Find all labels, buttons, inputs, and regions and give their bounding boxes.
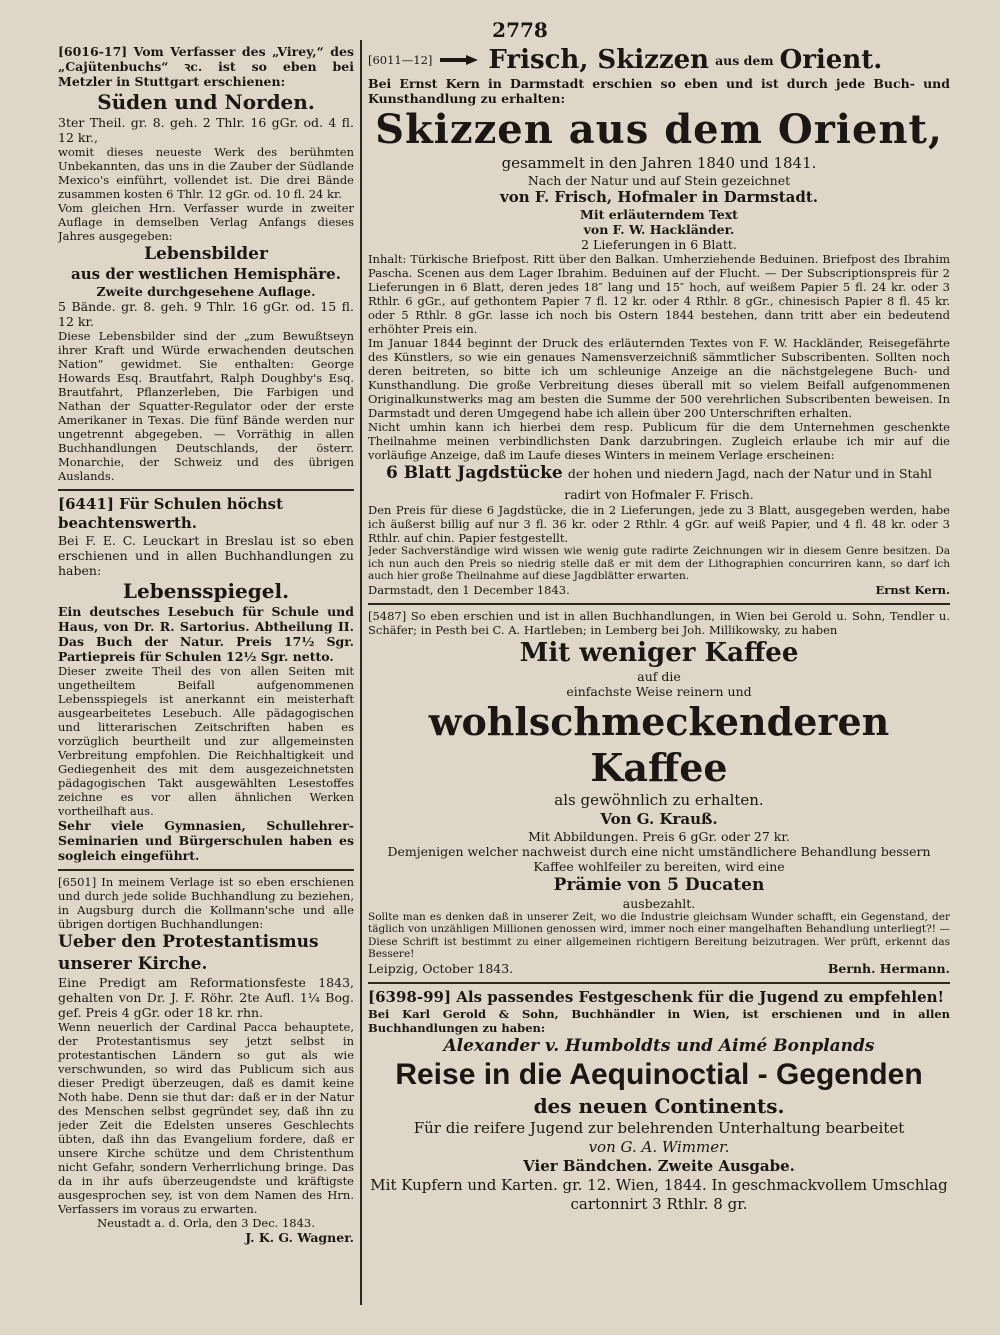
ad-place-date: Darmstadt, den 1 December 1843. <box>368 582 570 597</box>
ad-code: [6011—12] <box>368 53 433 67</box>
ad-intro: Bei F. E. C. Leuckart in Breslau ist so eben erschienen und in allen Buchhandlungen zu haben: <box>58 533 354 578</box>
ad-kaffee <box>368 605 950 984</box>
ad-body-bold: Sehr viele Gymnasien, Schullehrer-Seminarien und Bürgerschulen haben es sogleich eingeführt. <box>58 818 354 863</box>
ad-subtitle: des neuen Continents. <box>533 1093 785 1118</box>
ad-title: wohlschmeckenderen Kaffee <box>428 698 890 790</box>
ad-title: Lebensbilder <box>144 244 268 264</box>
ad-body: Sollte man es denken daß in unserer Zeit, wo die Industrie gleichsam Wunder schafft, ein Gegenstand, der täglich von unzähligen Millionen genossen wird, immer noch einer mangelhaften Behandlung unterliegt?! — Diese Schrift ist bestimmt zu einer allgemeinen richtigern Bereitung beizutragen. Wer prüft, erkennt das Bessere! <box>368 910 950 960</box>
ad-subtitle: Für die reifere Jugend zur belehrenden Unterhaltung bearbeitet <box>413 1118 905 1137</box>
ad-intro: Bei Ernst Kern in Darmstadt erschien so eben und ist durch jede Buch- und Kunsthandlung zu erhalten: <box>368 76 950 106</box>
ad-intro: [6016-17] Vom Verfasser des „Virey,“ des „Cajütenbuchs“ ꝛc. ist so eben bei Metzler in Stuttgart erschienen: <box>58 44 354 89</box>
ad-subtitle: als gewöhnlich zu erhalten. <box>554 790 764 809</box>
ad-body: Den Preis für diese 6 Jagdstücke, die in 2 Lieferungen, jede zu 3 Blatt, ausgegeben werden, habe ich äußerst billig auf nur 3 fl. 36 kr. oder 2 Rthlr. 4 gGr. auf weiß Papier, und 4 fl. 48 kr. oder 3 Rthlr. auf chin. Papier festgestellt. <box>368 503 950 545</box>
ad-title: Mit weniger Kaffee <box>519 637 799 668</box>
ad-place-date: Neustadt a. d. Orla, den 3 Dec. 1843. <box>97 1216 315 1230</box>
ad-intro: Bei Karl Gerold & Sohn, Buchhändler in Wien, ist erschienen und in allen Buchhandlungen zu haben: <box>368 1006 950 1035</box>
ad-body: Diese Lebensbilder sind der „zum Bewußtseyn ihrer Kraft und Würde erwachenden deutschen Nation“ gewidmet. Sie enthalten: George Howards Esq. Brautfahrt, Ralph Doughby's Esq. Brautfahrt, Pflanzerleben, Die Farbigen und Nathan der Squatter-Regulator oder der erste Amerikaner in Texas. Die fünf Bände werden nur ungetrennt abgegeben. — Vorräthig in allen Buchhandlungen Deutschlands, der österr. Monarchie, der Schweiz und des übrigen Auslands. <box>58 329 354 483</box>
ad-title: Reise in die Aequinoctial - Gegenden <box>395 1057 923 1091</box>
ad-skizzen-orient <box>368 40 950 605</box>
ad-body: Dieser zweite Theil des von allen Seiten mit ungetheiltem Beifall aufgenommenen Lebensspiegels ist anerkannt ein meisterhaft ausgearbeitetes Lesebuch. Alle pädagogischen und litterarischen Zeitschriften haben es vorzüglich beurtheilt und zur allgemeinsten Verbreitung empfohlen. Die Reichhaltigkeit und Gediegenheit des mit dem ausgezeichnetsten pädagogischen Takt ausgewählten Lesestoffes zeichne es vor allen ähnlichen Werken vortheilhaft aus. <box>58 664 354 818</box>
ad-subtitle: von F. Frisch, Hofmaler in Darmstadt. <box>500 188 818 206</box>
ad-heading: [6398-99] Als passendes Festgeschenk für die Jugend zu empfehlen! <box>368 987 945 1006</box>
ad-edition: 3ter Theil. gr. 8. geh. 2 Thlr. 16 gGr. od. 4 fl. 12 kr., <box>58 115 354 145</box>
ad-author: Von G. Krauß. <box>600 809 718 828</box>
ad-intro: [6501] In meinem Verlage ist so eben erschienen und durch jede solide Buchhandlung zu beziehen, in Augsburg durch die Kollmann'sche und alle übrigen dortigen Buchhandlungen: <box>58 875 354 931</box>
ad-emphasis: 6 Blatt Jagdstücke <box>385 463 563 483</box>
ad-edition: Zweite durchgesehene Auflage. <box>96 284 316 299</box>
ad-subtitle: gesammelt in den Jahren 1840 und 1841. <box>501 154 817 172</box>
ad-price: Mit Kupfern und Karten. gr. 12. Wien, 1844. In geschmackvollem Umschlag cartonnirt 3 Rthlr. 8 gr. <box>370 1175 948 1213</box>
ad-title: Ueber den Protestantismus unserer Kirche. <box>58 932 319 974</box>
ad-humboldt-reise <box>368 984 950 1220</box>
ad-subtitle: von F. W. Hackländer. <box>583 222 735 237</box>
left-column <box>58 40 354 1251</box>
ad-headline: Frisch, Skizzen <box>488 45 710 75</box>
ad-subtitle: 2 Lieferungen in 6 Blatt. <box>581 237 737 252</box>
ad-body: Inhalt: Türkische Briefpost. Ritt über den Balkan. Umherziehende Beduinen. Briefpost des Ibrahim Pascha. Scenen aus dem Lager Ibrahim. Beduinen auf der Flucht. — Der Subscriptionspreis für 2 Lieferungen in 6 Blatt, deren jedes 18″ lang und 15″ hoch, auf weißem Papier 5 fl. 24 kr. oder 3 Rthlr. 6 gGr., auf gethontem Papier 7 fl. 12 kr. oder 4 Rthlr. 8 gGr., chinesisch Papier 8 fl. 45 kr. oder 5 Rthlr. 8 gGr. lasse ich noch bis Ostern 1844 bestehen, dann tritt aber ein bedeutend erhöhter Preis ein. <box>368 252 950 336</box>
ad-body: Wenn neuerlich der Cardinal Pacca behauptete, der Protestantismus sey jetzt selbst in protestantischen Ländern so gut als wie verschwunden, so wird das Publicum sich aus dieser Predigt überzeugen, daß es damit keine Noth habe. Denn sie thut dar: daß er in der Natur des Menschen selbst gegründet sey, daß ihn zu jeder Zeit die Edelsten unseres Geschlechts übten, daß ihn das Evangelium fordere, daß er unsere Kirche schütze und dem Christenthum nicht Gefahr, sondern Verherrlichung bringe. Das da in ihr aufs überzeugendste und kräftigste ausgesprochen sey, ist von dem Namen des Hrn. Verfassers im voraus zu erwarten. <box>58 1020 354 1216</box>
ad-author: von G. A. Wimmer. <box>588 1137 730 1156</box>
ad-intro: [5487] So eben erschien und ist in allen Buchhandlungen, in Wien bei Gerold u. Sohn, Tendler u. Schäfer; in Pesth bei C. A. Hartleben; in Lemberg bei Joh. Millikowsky, zu haben <box>368 608 950 637</box>
right-column <box>368 40 950 1220</box>
ad-subtitle: einfachste Weise reinern und <box>566 683 752 699</box>
ad-heading: [6441] Für Schulen höchst beachtenswerth. <box>58 495 284 532</box>
ad-body: Im Januar 1844 beginnt der Druck des erläuternden Textes von F. W. Hackländer, Reisegefährte des Künstlers, so wie ein genaues Namensverzeichniß sämmtlicher Subscribenten. Sollten noch deren beitreten, so bitte ich um schleunige Anzeige an die nächstgelegene Buch- und Kunsthandlung. Die große Verbreitung dieses überall mit so vielem Beifall aufgenommenen Originalkunstwerks mag am besten die Summe der 500 verehrlichen Subscribenten beweisen. In Darmstadt und deren Umgegend habe ich allein über 200 Unterschriften erhalten. <box>368 336 950 420</box>
ad-authors: Alexander v. Humboldts und Aimé Bonplands <box>443 1035 875 1056</box>
ad-signature: J. K. G. Wagner. <box>245 1230 354 1245</box>
ad-title: Skizzen aus dem Orient, <box>375 106 943 153</box>
ad-protestantismus <box>58 871 354 1251</box>
ad-subtitle: Ein deutsches Lesebuch für Schule und Haus, von Dr. R. Sartorius. Abtheilung II. Das Buch der Natur. Preis 17½ Sgr. Partiepreis für Schulen 12½ Sgr. netto. <box>58 604 354 664</box>
ad-price: Mit Abbildungen. Preis 6 gGr. oder 27 kr. <box>528 828 790 844</box>
ad-body: Demjenigen welcher nachweist durch eine nicht umständlichere Behandlung bessern Kaffee wohlfeiler zu bereiten, wird eine <box>387 843 931 874</box>
ad-headline-connector: aus dem <box>715 52 774 68</box>
ad-headline: Orient. <box>779 45 883 75</box>
ad-emphasis: Prämie von 5 Ducaten <box>553 874 765 895</box>
ad-body: Vom gleichen Hrn. Verfasser wurde in zweiter Auflage in demselben Verlag Anfangs dieses Jahres ausgegeben: <box>58 201 354 243</box>
ad-edition: Vier Bändchen. Zweite Ausgabe. <box>523 1156 795 1175</box>
ad-lebensspiegel <box>58 491 354 871</box>
column-divider <box>360 40 362 1305</box>
ad-place-date: Leipzig, October 1843. <box>368 960 514 976</box>
ad-body: Nicht umhin kann ich hierbei dem resp. Publicum für die dem Unternehmen geschenkte Theilnahme meinen verbindlichsten Dank darzubringen. Zugleich erlaube ich mir auf die vorläufige Anzeige, daß im Laufe dieses Winters in meinem Verlage erscheinen: <box>368 420 950 462</box>
ad-headline-row <box>368 44 950 76</box>
ad-subtitle: ausbezahlt. <box>622 895 696 911</box>
ad-signature: Ernst Kern. <box>875 582 950 597</box>
ad-subtitle: auf die <box>637 668 681 684</box>
ad-signature: Bernh. Hermann. <box>827 960 950 976</box>
ad-body: Jeder Sachverständige wird wissen wie wenig gute radirte Zeichnungen wir in diesem Genre besitzen. Da ich nun auch den Preis so niedrig stelle daß er mit dem der Lithographien concurriren kann, so darf ich auch hier große Theilnahme auf diese Jagdblätter erwarten. <box>368 545 950 582</box>
ad-body: womit dieses neueste Werk des berühmten Unbekannten, das uns in die Zauber der Südlande Mexico's einführt, vollendet ist. Die drei Bände zusammen kosten 6 Thlr. 12 gGr. od. 10 fl. 24 kr. <box>58 145 354 201</box>
ad-title: Lebensspiegel. <box>122 579 290 603</box>
ad-subtitle: aus der westlichen Hemisphäre. <box>71 265 341 283</box>
ad-title: Süden und Norden. <box>97 90 315 114</box>
ad-sueden-und-norden <box>58 40 354 491</box>
ad-subtitle: Mit erläuterndem Text <box>580 207 738 222</box>
ad-body: der hohen und niedern Jagd, nach der Natur und in Stahl radirt von Hofmaler F. Frisch. <box>564 466 933 502</box>
pointing-hand-icon <box>438 53 482 67</box>
ad-subtitle: Eine Predigt am Reformationsfeste 1843, gehalten von Dr. J. F. Röhr. 2te Aufl. 1¼ Bog. gef. Preis 4 gGr. oder 18 kr. rhn. <box>58 975 354 1020</box>
page-number: 2778 <box>492 18 548 42</box>
ad-price: 5 Bände. gr. 8. geh. 9 Thlr. 16 gGr. od. 15 fl. 12 kr. <box>58 299 354 329</box>
ad-subtitle: Nach der Natur und auf Stein gezeichnet <box>527 173 791 188</box>
